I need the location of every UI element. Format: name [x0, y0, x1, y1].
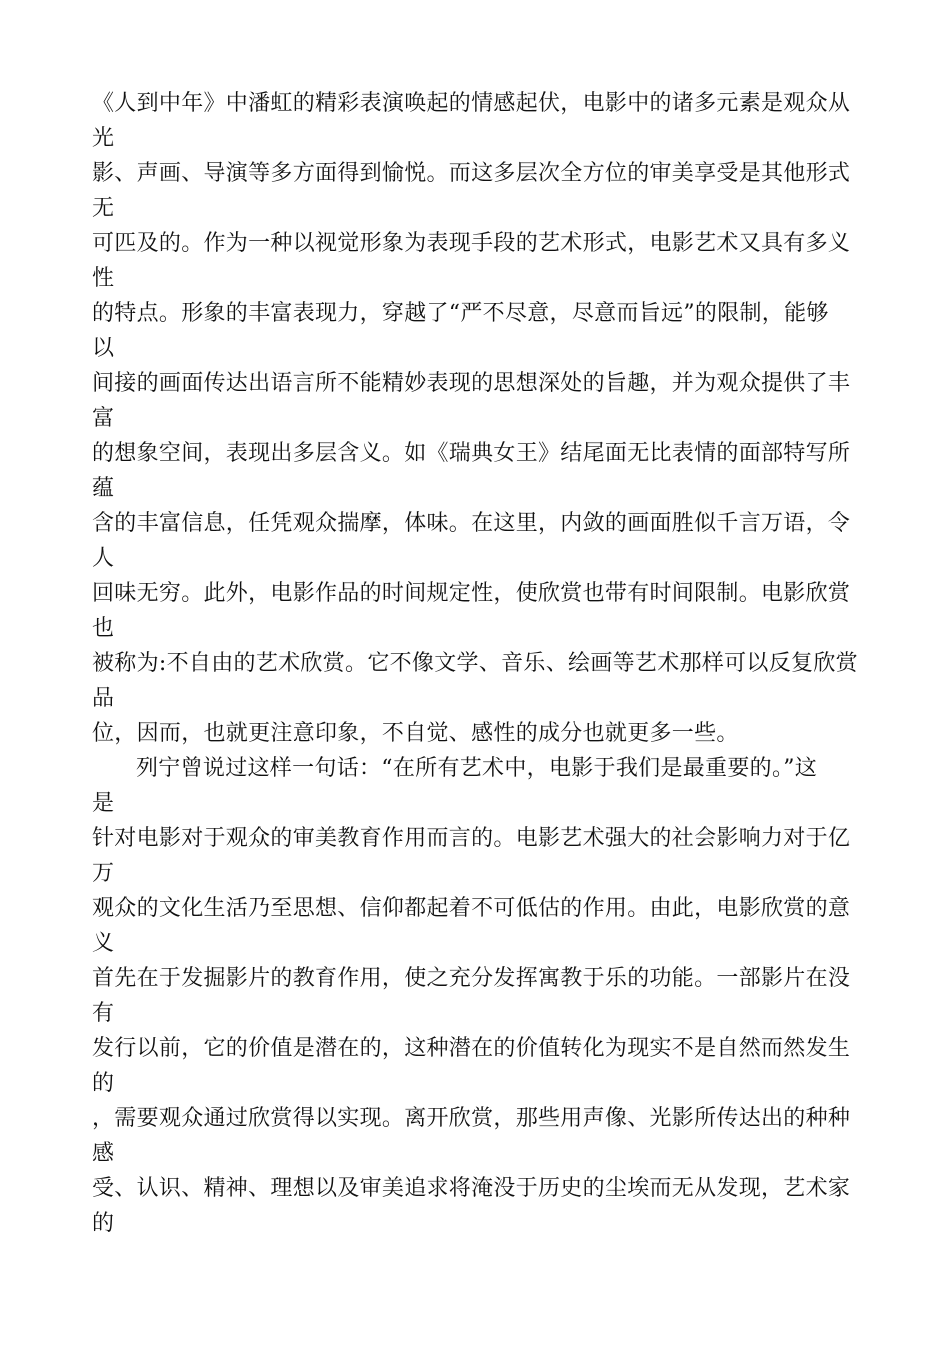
text-line: 被称为:不自由的艺术欣赏。它不像文学、音乐、绘画等艺术那样可以反复欣赏 [92, 651, 858, 676]
text-line: 发行以前，它的价值是潜在的，这种潜在的价值转化为现实不是自然而然发生 [92, 1036, 851, 1061]
text-line: 位，因而，也就更注意印象，不自觉、感性的成分也就更多一些。 [92, 721, 739, 746]
text-line: 受、认识、精神、理想以及审美追求将淹没于历史的尘埃而无从发现，艺术家 [92, 1176, 851, 1201]
text-line: 首先在于发掘影片的教育作用，使之充分发挥寓教于乐的功能。一部影片在没 [92, 966, 851, 991]
text-line: 是 [92, 791, 115, 816]
text-line: ，需要观众通过欣赏得以实现。离开欣赏，那些用声像、光影所传达出的种种 [92, 1106, 851, 1131]
text-line: 万 [92, 861, 115, 886]
text-line: 富 [92, 406, 115, 431]
text-line: 可匹及的。作为一种以视觉形象为表现手段的艺术形式，电影艺术又具有多义 [92, 231, 851, 256]
text-line: 也 [92, 616, 115, 641]
text-line: 性 [92, 266, 115, 291]
text-line: 影、声画、导演等多方面得到愉悦。而这多层次全方位的审美享受是其他形式 [92, 161, 851, 186]
text-line: 的 [92, 1211, 115, 1236]
text-line: 人 [92, 546, 115, 571]
text-line: 回味无穷。此外，电影作品的时间规定性，使欣赏也带有时间限制。电影欣赏 [92, 581, 851, 606]
paragraph-start-line: 列宁曾说过这样一句话：“在所有艺术中，电影于我们是最重要的。”这 [136, 756, 818, 781]
text-line: 光 [92, 126, 115, 151]
text-line: 品 [92, 686, 115, 711]
text-line: 针对电影对于观众的审美教育作用而言的。电影艺术强大的社会影响力对于亿 [92, 826, 851, 851]
text-line: 感 [92, 1141, 115, 1166]
text-line: 无 [92, 196, 115, 221]
text-line: 义 [92, 931, 115, 956]
text-line: 的 [92, 1071, 115, 1096]
text-line: 有 [92, 1001, 115, 1026]
text-line: 的想象空间，表现出多层含义。如《瑞典女王》结尾面无比表情的面部特写所 [92, 441, 851, 466]
body-text [92, 86, 872, 1241]
text-line: 蕴 [92, 476, 115, 501]
text-line: 《人到中年》中潘虹的精彩表演唤起的情感起伏，电影中的诸多元素是观众从 [92, 91, 851, 116]
text-line: 含的丰富信息，任凭观众揣摩，体味。在这里，内敛的画面胜似千言万语，令 [92, 511, 851, 536]
text-line: 间接的画面传达出语言所不能精妙表现的思想深处的旨趣，并为观众提供了丰 [92, 371, 851, 396]
text-line: 以 [92, 336, 115, 361]
text-line: 的特点。形象的丰富表现力，穿越了“严不尽意，尽意而旨远”的限制，能够 [92, 301, 829, 326]
text-line: 观众的文化生活乃至思想、信仰都起着不可低估的作用。由此，电影欣赏的意 [92, 896, 851, 921]
